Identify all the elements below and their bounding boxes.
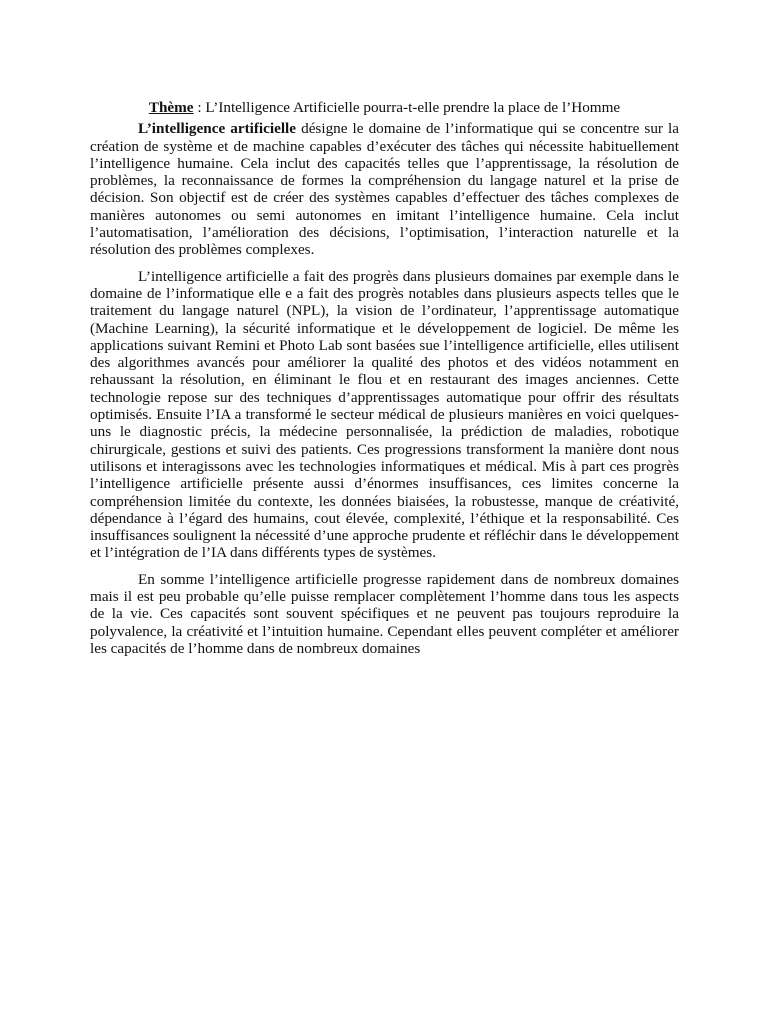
paragraph-text: En somme l’intelligence artificielle progresse rapidement dans de nombreux domaines mais il est peu probable qu’elle puisse remplacer complètement l’homme dans tous les aspects de la vie. Ces capacités sont souvent spécifiques et ne peuvent pas toujours reproduire la polyvalence, la créativité et l’intuition humaine. Cependant elles peuvent compléter et améliorer les capacités de l’homme dans de nombreux domaines (90, 570, 679, 657)
paragraph-definition (90, 120, 679, 258)
paragraph-conclusion (90, 571, 679, 657)
title-text: L’Intelligence Artificielle pourra-t-elle prendre la place de l’Homme (205, 99, 621, 116)
paragraph-text: désigne le domaine de l’informatique qui se concentre sur la création de système et de machine capables d’exécuter des tâches qui nécessite habituellement l’intelligence humaine. Cela inclut des capacités telles que l’apprentissage, la résolution de problèmes, la reconnaissance de formes la compréhension du langage naturel et la prise de décision. Son objectif est de créer des systèmes capables d’effectuer des tâches complexes de manières autonomes ou semi autonomes en imitant l’intelligence humaine. Cela inclut l’automatisation, l’amélioration des décisions, l’optimisation, l’interaction naturelle et la résolution des problèmes complexes. (90, 120, 680, 259)
paragraph-text: L’intelligence artificielle a fait des progrès dans plusieurs domaines par exemple dans le domaine de l’informatique elle e a fait des progrès notables dans plusieurs aspects telles que le traitement du langage naturel (NPL), la vision de l’ordinateur, l’apprentissage automatique (Machine Learning), la sécurité informatique et le développement de logiciel. De même les applications suivant Remini et Photo Lab sont basées sue l’intelligence artificielle, elles utilisent des algorithmes avancés pour améliorer la qualité des photos et des vidéos notamment en rehaussant la résolution, en éliminant le flou et en restaurant des images anciennes. Cette technologie repose sur des techniques d’apprentissages automatique pour offrir des résultats optimisés. Ensuite l’IA a transformé le secteur médical de plusieurs manières en voici quelques-uns le diagnostic précis, la médecine personnalisée, la prédiction de maladies, robotique chirurgicale, gestions et suivi des patients. Ces progressions transforment la manière dont nous utilisons et interagissons avec les technologies informatiques et médical. Mis à part ces progrès l’intelligence artificielle présente aussi d’énormes insuffisances, ces limites concerne la compréhension limitée du contexte, les données biaisées, la robustesse, manque de créativité, dépendance à l’égard des humains, cout élevée, complexité, l’éthique et la responsabilité. Ces insuffisances soulignent la nécessité d’une approche prudente et réfléchir dans le développement et l’intégration de l’IA dans différents types de systèmes. (90, 267, 679, 562)
paragraph-progress (90, 268, 679, 562)
title-separator: : (193, 99, 206, 116)
paragraph-lead: L’intelligence artificielle (138, 120, 297, 138)
document-page (90, 99, 679, 666)
title-label: Thème (148, 99, 194, 116)
document-title (90, 99, 679, 116)
